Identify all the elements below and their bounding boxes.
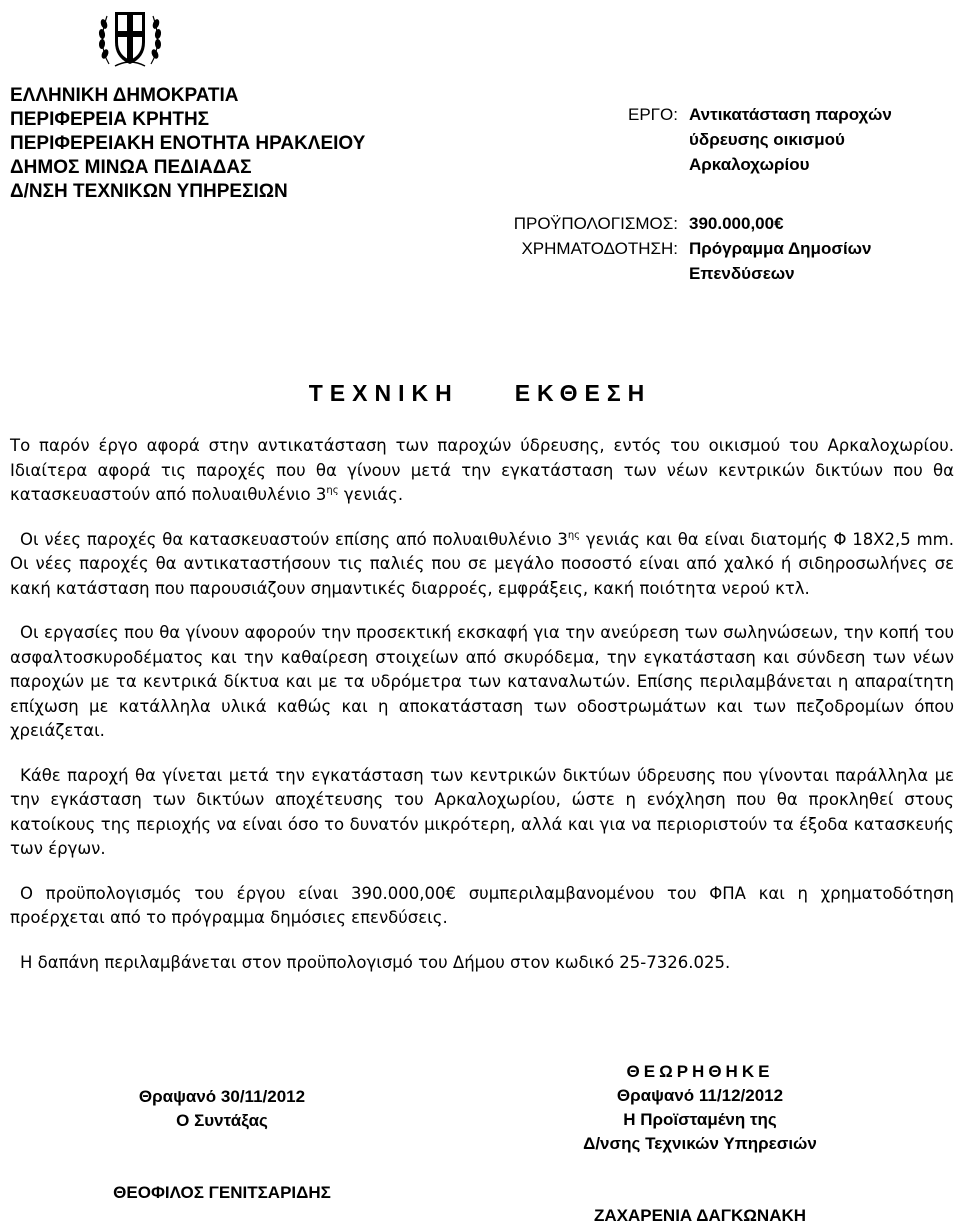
authority-line-3: ΠΕΡΙΦΕΡΕΙΑΚΗ ΕΝΟΤΗΤΑ ΗΡΑΚΛΕΙΟΥ [10, 133, 366, 154]
authority-line-5: Δ/ΝΣΗ ΤΕΧΝΙΚΩΝ ΥΠΗΡΕΣΙΩΝ [10, 181, 288, 202]
issuing-authority [10, 84, 365, 204]
approver-role: Η Προϊσταμένη της [623, 1110, 777, 1129]
signature-block-approval [520, 1060, 880, 1156]
approval-date: Θραψανό 11/12/2012 [616, 1086, 784, 1105]
paragraph-6: Η δαπάνη περιλαμβάνεται στον προϋπολογισμό του Δήμου στον κωδικό 25-7326.025. [20, 952, 731, 972]
project-value-line-3: Αρκαλοχωρίου [689, 155, 810, 174]
author-date: Θραψανό 30/11/2012 [138, 1087, 306, 1106]
authority-line-2: ΠΕΡΙΦΕΡΕΙΑ ΚΡΗΤΗΣ [10, 109, 210, 130]
paragraph-2-text: Οι νέες παροχές θα κατασκευαστούν επίσης από πολυαιθυλένιο 3 [20, 529, 568, 549]
paragraph-1 [10, 434, 954, 508]
project-label: ΕΡΓΟ: [628, 105, 678, 124]
approver-name: ΖΑΧΑΡΕΝΙΑ ΔΑΓΚΩΝΑΚΗ [593, 1206, 807, 1225]
project-value-line-1: Αντικατάσταση παροχών [689, 105, 892, 124]
approver-department: Δ/νσης Τεχνικών Υπηρεσιών [583, 1134, 817, 1153]
authority-line-1: ΕΛΛΗΝΙΚΗ ΔΗΜΟΚΡΑΤΙΑ [10, 85, 239, 106]
authority-line-4: ΔΗΜΟΣ ΜΙΝΩΑ ΠΕΔΙΑΔΑΣ [10, 157, 252, 178]
funding-value-line-2: Επενδύσεων [689, 264, 795, 283]
signature-block-author [52, 1085, 392, 1133]
project-value-line-2: ύδρευσης οικισμού [689, 130, 845, 149]
paragraph-3: Οι εργασίες που θα γίνουν αφορούν την προσεκτική εκσκαφή για την ανεύρεση των σωληνώσεων, την κοπή του ασφαλτοσκυροδέματος και την καθαίρεση στοιχείων από σκυρόδεμα, την εγκατάσταση και σύνδεση των νέων παροχών με τα κεντρικά δίκτυα και με τα υδρόμετρα των καταναλωτών. Επίσης περιλαμβάνεται η απαραίτητη επίχωση με κατάλληλα υλικά καθώς και η αποκατάσταση των οδοστρωμάτων και των πεζοδρομίων όπου χρειάζεται. [10, 623, 954, 740]
paragraph-1-text-end: γενιάς. [338, 485, 404, 504]
paragraph-1-superscript: ης [326, 485, 339, 496]
budget-label: ΠΡΟΫΠΟΛΟΓΙΣΜΟΣ: [513, 214, 678, 233]
author-role: Ο Συντάξας [176, 1111, 268, 1130]
paragraph-4: Κάθε παροχή θα γίνεται μετά την εγκατάσταση των κεντρικών δικτύων ύδρευσης που γίνονται παράλληλα με την εγκάσταση των δικτύων αποχέτευσης του Αρκαλοχωρίου, ώστε η ενόχληση που θα προκληθεί στους κατοίκους της περιοχής να είναι όσο το δυνατόν μικρότερη, αλλά και για να περιοριστούν τα έξοδα κατασκευής των έργων. [10, 765, 954, 858]
funding-label: ΧΡΗΜΑΤΟΔΟΤΗΣΗ: [521, 239, 678, 258]
paragraph-2 [10, 528, 954, 602]
paragraph-2-superscript: ης [567, 529, 581, 541]
budget-value: 390.000,00€ [689, 214, 784, 233]
paragraph-2-text-end: γενιάς και θα είναι διατομής Φ 18Χ2,5 mm. Οι νέες παροχές θα αντικαταστήσουν τις παλιές που σε μεγάλο ποσοστό είναι από χαλκό ή σιδηροσωλήνες σε κακή κατάσταση που παρουσιάζουν σημαντικές διαρροές, εμφράξεις, κακή ποιότητα νερού κτλ. [10, 529, 954, 598]
funding-value-line-1: Πρόγραμμα Δημοσίων [689, 239, 872, 258]
document-title [0, 380, 960, 407]
title-word-2: ΕΚΘΕΣΗ [514, 380, 652, 406]
paragraph-5: Ο προϋπολογισμός του έργου είναι 390.000,00€ συμπεριλαμβανομένου του ΦΠΑ και η χρηματοδότηση προέρχεται από το πρόγραμμα δημόσιες επενδύσεις. [10, 883, 954, 927]
document-body [10, 434, 954, 995]
paragraph-1-text: Το παρόν έργο αφορά στην αντικατάσταση των παροχών ύδρευσης, εντός του οικισμού του Αρκαλοχωρίου. Ιδιαίτερα αφορά τις παροχές που θα γίνουν μετά την εγκατάσταση των νέων κεντρικών δικτύων που θα κατασκευαστούν από πολυαιθυλένιο 3 [10, 436, 954, 504]
title-word-1: ΤΕΧΝΙΚΗ [308, 380, 459, 406]
greek-coat-of-arms-icon [95, 4, 165, 70]
author-name: ΘΕΟΦΙΛΟΣ ΓΕΝΙΤΣΑΡΙΔΗΣ [113, 1183, 331, 1202]
approval-heading: ΘΕΩΡΗΘΗΚΕ [626, 1062, 774, 1081]
